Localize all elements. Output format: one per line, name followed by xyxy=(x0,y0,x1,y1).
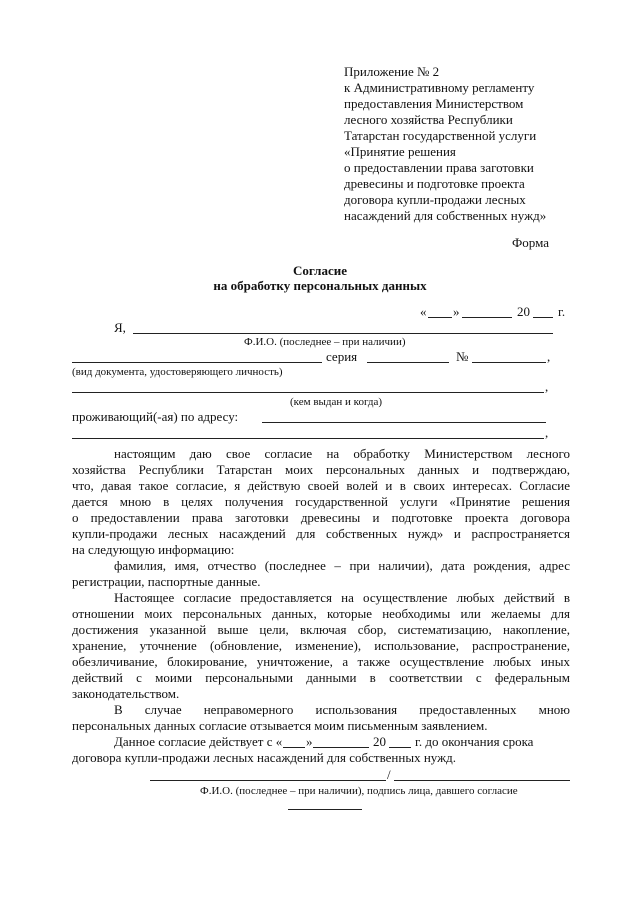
appendix-line-9: договора купли-продажи лесных xyxy=(344,192,526,207)
issued-caption: (кем выдан и когда) xyxy=(290,396,383,408)
number-label: № xyxy=(456,349,469,364)
appendix-line-10: насаждений для собственных нужд» xyxy=(344,208,547,223)
date-year-suffix: г. xyxy=(558,304,566,319)
valid-day-field[interactable] xyxy=(283,747,305,748)
form-label: Форма xyxy=(512,235,549,250)
p3-line-2: отношении моих персональных данных, которые необходимы или желаемы для xyxy=(72,606,570,621)
document-type-caption: (вид документа, удостоверяющего личность) xyxy=(72,366,283,378)
series-field[interactable] xyxy=(367,362,449,363)
appendix-line-6: «Принятие решения xyxy=(344,144,456,159)
issued-by-field[interactable] xyxy=(72,392,544,393)
appendix-line-4: лесного хозяйства Республики xyxy=(344,112,513,127)
p5-prefix: Данное согласие действует с « xyxy=(114,734,283,749)
p1-line-7: на следующую информацию: xyxy=(72,542,235,557)
p3-line-7: законодательством. xyxy=(72,686,180,701)
address-field-1[interactable] xyxy=(262,422,546,423)
p3-line-5: обезличивание, блокирование, уничтожение, а также осуществление любых иных xyxy=(72,654,570,669)
document-type-field[interactable] xyxy=(72,362,322,363)
address-field-2[interactable] xyxy=(72,438,544,439)
fio-caption: Ф.И.О. (последнее – при наличии) xyxy=(244,336,406,348)
appendix-line-2: к Административному регламенту xyxy=(344,80,535,95)
appendix-line-7: о предоставлении права заготовки xyxy=(344,160,534,175)
signature-caption: Ф.И.О. (последнее – при наличии), подпись лица, давшего согласие xyxy=(200,785,518,797)
number-comma: , xyxy=(547,349,551,364)
p1-line-5: о предоставлении права заготовки древесины и подготовке проекта договора xyxy=(72,510,570,525)
p3-line-3: достижения указанной выше цели, включая сбор, систематизацию, накопление, xyxy=(72,622,570,637)
p2-line-1: фамилия, имя, отчество (последнее – при наличии), дата рождения, адрес xyxy=(114,558,570,573)
document-subtitle: на обработку персональных данных xyxy=(213,278,427,293)
date-year-field[interactable] xyxy=(533,317,553,318)
p5-year-prefix: 20 xyxy=(373,734,386,749)
appendix-line-8: древесины и подготовке проекта xyxy=(344,176,525,191)
valid-year-field[interactable] xyxy=(389,747,411,748)
date-open-quote: « xyxy=(420,304,427,319)
footer-divider xyxy=(288,809,362,810)
valid-month-field[interactable] xyxy=(313,747,369,748)
p1-line-2: хозяйства Республики Татарстан моих персональных данных и подтверждаю, xyxy=(72,462,570,477)
appendix-line-3: предоставления Министерством xyxy=(344,96,524,111)
signature-field[interactable] xyxy=(394,780,570,781)
i-label: Я, xyxy=(114,320,126,335)
p5-line-2: договора купли-продажи лесных насаждений для собственных нужд. xyxy=(72,750,456,765)
p1-line-3: что, давая такое согласие, я действую своей волей и в своих интересах. Согласие xyxy=(72,478,570,493)
address-comma: , xyxy=(545,425,549,440)
signature-fio-field[interactable] xyxy=(150,780,386,781)
p4-line-1: В случае неправомерного использования предоставленных мною xyxy=(114,702,570,717)
appendix-line-1: Приложение № 2 xyxy=(344,64,440,79)
p5-close-quote: » xyxy=(306,734,313,749)
p4-line-2: персональных данных согласие отзывается моим письменным заявлением. xyxy=(72,718,488,733)
document-title: Согласие xyxy=(293,263,347,278)
date-day-field[interactable] xyxy=(428,317,452,318)
series-label: серия xyxy=(326,349,358,364)
p1-line-1-text: настоящим даю свое согласие на обработку Министерством лесного xyxy=(114,446,570,461)
p5-suffix: г. до окончания срока xyxy=(415,734,534,749)
date-year-prefix: 20 xyxy=(517,304,530,319)
address-label: проживающий(-ая) по адресу: xyxy=(72,409,239,424)
p3-line-1: Настоящее согласие предоставляется на осуществление любых действий в xyxy=(114,590,570,605)
signature-slash: / xyxy=(387,767,391,782)
date-month-field[interactable] xyxy=(462,317,512,318)
appendix-line-5: Татарстан государственной услуги xyxy=(344,128,537,143)
p3-line-6: действий с моими персональными данными в соответствии с федеральным xyxy=(72,670,570,685)
date-close-quote: » xyxy=(453,304,460,319)
p1-line-6: купли-продажи лесных насаждений для собственных нужд» и распространяется xyxy=(72,526,570,541)
fio-field[interactable] xyxy=(133,333,553,334)
number-field[interactable] xyxy=(472,362,546,363)
p1-line-4: дается мною в целях получения государственной услуги «Принятие решения xyxy=(72,494,570,509)
p2-line-2: регистрации, паспортные данные. xyxy=(72,574,261,589)
p3-line-4: хранение, уточнение (обновление, изменение), использование, распространение, xyxy=(72,638,570,653)
issued-comma: , xyxy=(545,379,549,394)
